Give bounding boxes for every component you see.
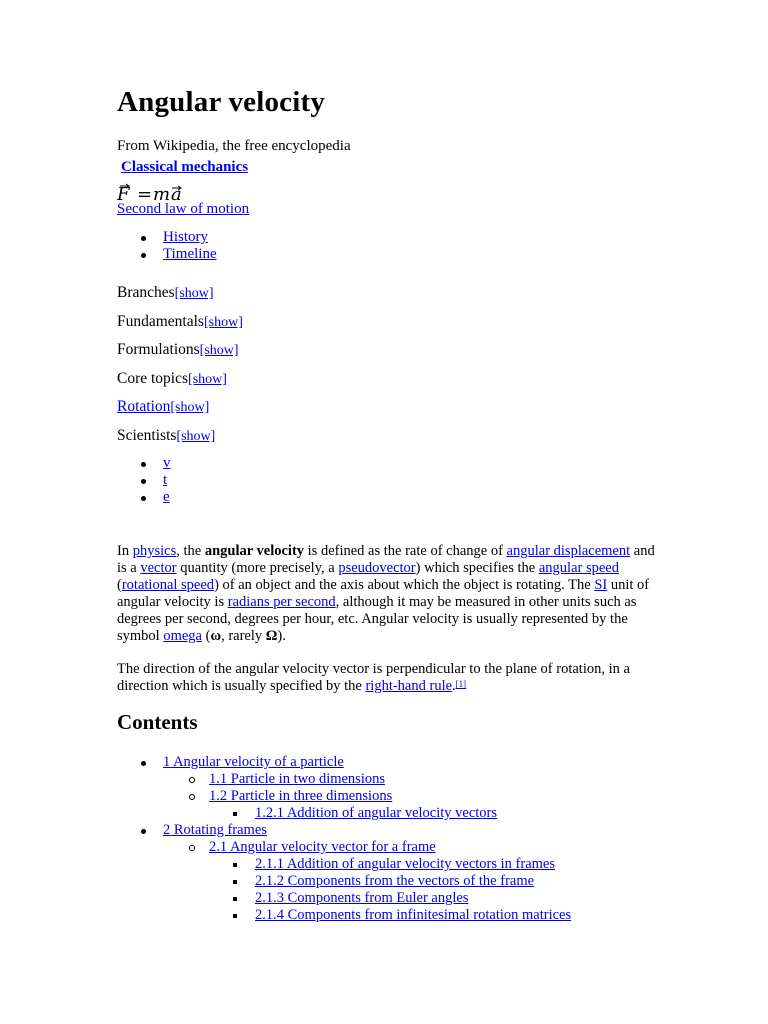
text: ( — [117, 577, 122, 593]
text: , although it may be measured in other units such as degrees per second, degrees per hour, etc. Angular velocity is usually represented by the symbol — [117, 594, 637, 644]
text: . — [452, 678, 456, 694]
show-link[interactable]: [show] — [174, 286, 214, 301]
toc-number: 2 — [163, 822, 171, 838]
term-bold: angular velocity — [204, 543, 305, 559]
infobox-title-link[interactable]: Classical mechanics — [121, 159, 249, 175]
vte-list — [163, 455, 171, 506]
nav-row-rotation — [117, 398, 209, 416]
toc-link-label: Components from infinitesimal rotation matrices — [284, 907, 572, 923]
vector-link[interactable]: vector — [140, 560, 177, 576]
contents-heading: Contents — [117, 710, 198, 734]
svg-text:a: a — [171, 184, 182, 205]
toc-number: 2.1.3 — [255, 890, 284, 906]
second-law-link[interactable]: Second law of motion — [117, 201, 250, 217]
show-link[interactable]: [show] — [188, 372, 227, 387]
list-item — [163, 246, 217, 263]
page-subtitle: From Wikipedia, the free encyclopedia — [117, 138, 351, 154]
toc-link-label: Components from the vectors of the frame — [284, 873, 535, 889]
svg-text:F: F — [117, 184, 130, 205]
angular-displacement-link[interactable]: angular displacement — [506, 543, 631, 559]
timeline-link[interactable]: Timeline — [163, 246, 217, 262]
text: is defined as the rate of change of — [304, 543, 507, 559]
list-item — [163, 455, 171, 472]
omega-link[interactable]: omega — [163, 628, 202, 644]
talk-link[interactable]: t — [163, 472, 168, 488]
toc-item — [255, 907, 571, 924]
show-link[interactable]: [show] — [170, 400, 210, 415]
nav-label: Branches — [117, 284, 175, 301]
toc-entry-link[interactable] — [255, 907, 571, 923]
toc-entry-link[interactable] — [209, 839, 436, 855]
page-title: Angular velocity — [117, 86, 326, 118]
toc-link-label: Rotating frames — [170, 822, 267, 838]
text: , the — [176, 543, 205, 559]
toc-number: 2.1 — [209, 839, 228, 855]
nav-row-branches — [117, 284, 214, 302]
pseudovector-link[interactable]: pseudovector — [338, 560, 416, 576]
toc-number: 2.1.4 — [255, 907, 284, 923]
toc-item — [255, 856, 571, 873]
nav-label: Formulations — [117, 341, 200, 358]
toc-link-label: Components from Euler angles — [284, 890, 469, 906]
toc-number: 1.2 — [209, 788, 228, 804]
list-item — [163, 229, 217, 246]
svg-text:m: m — [153, 184, 171, 205]
text: ( — [201, 628, 211, 644]
text: , rarely — [221, 628, 266, 644]
list-item — [163, 472, 171, 489]
toc-link-label: Addition of angular velocity vectors in frames — [284, 856, 555, 872]
toc-entry-link[interactable] — [209, 771, 385, 787]
reference-link[interactable]: [1] — [455, 679, 467, 689]
toc-link-label: Particle in two dimensions — [227, 771, 385, 787]
toc-link-label: Angular velocity vector for a frame — [227, 839, 436, 855]
omega-symbol: ω — [210, 628, 222, 644]
toc-number: 2.1.2 — [255, 873, 284, 889]
toc-item — [209, 788, 571, 805]
edit-link[interactable]: e — [163, 489, 170, 505]
toc-entry-link[interactable] — [255, 890, 468, 906]
toc-number: 1.1 — [209, 771, 228, 787]
omega-capital-symbol: Ω — [265, 628, 278, 644]
direction-paragraph — [117, 661, 657, 695]
radians-per-second-link[interactable]: radians per second — [227, 594, 336, 610]
text: unit of angular velocity is — [117, 577, 650, 610]
text: In — [117, 543, 133, 559]
toc-entry-link[interactable] — [209, 788, 392, 804]
rotation-link[interactable]: Rotation — [117, 398, 171, 415]
toc-link-label: Particle in three dimensions — [227, 788, 393, 804]
toc-item — [255, 805, 571, 822]
text: ) of an object and the axis about which the object is rotating. The — [214, 577, 595, 593]
view-link[interactable]: v — [163, 455, 171, 471]
toc-link-label: Addition of angular velocity vectors — [284, 805, 498, 821]
show-link[interactable]: [show] — [203, 315, 243, 330]
rotational-speed-link[interactable]: rotational speed — [121, 577, 215, 593]
toc-list — [163, 754, 571, 924]
svg-text:=: = — [137, 184, 153, 205]
toc-link-label: Angular velocity of a particle — [170, 754, 344, 770]
list-item — [163, 489, 171, 506]
nav-row-scientists — [117, 427, 215, 445]
nav-row-formulations — [117, 341, 239, 359]
toc-number: 1.2.1 — [255, 805, 284, 821]
show-link[interactable]: [show] — [176, 429, 216, 444]
toc-entry-link[interactable] — [255, 873, 534, 889]
toc-number: 2.1.1 — [255, 856, 284, 872]
text: The direction of the angular velocity vector is perpendicular to the plane of rotation, in a direction which is usually specified by the — [117, 661, 630, 694]
nav-label: Core topics — [117, 370, 189, 387]
toc-item — [163, 822, 571, 839]
nav-row-fundamentals — [117, 313, 243, 331]
show-link[interactable]: [show] — [199, 343, 239, 358]
toc-entry-link[interactable] — [255, 856, 555, 872]
toc-number: 1 — [163, 754, 171, 770]
intro-paragraph — [117, 543, 657, 645]
nav-label: Scientists — [117, 427, 177, 444]
toc-entry-link[interactable] — [163, 754, 344, 770]
text: ) which specifies the — [415, 560, 539, 576]
nav-label: Fundamentals — [117, 313, 204, 330]
history-link[interactable]: History — [163, 229, 208, 245]
toc-entry-link[interactable] — [255, 805, 497, 821]
toc-item — [255, 873, 571, 890]
text: ). — [277, 628, 286, 644]
toc-entry-link[interactable] — [163, 822, 267, 838]
angular-speed-link[interactable]: angular speed — [538, 560, 619, 576]
toc-item — [255, 890, 571, 907]
nav-row-core-topics — [117, 370, 227, 388]
text: and is a — [117, 543, 655, 576]
toc-item — [163, 754, 571, 771]
text: quantity (more precisely, a — [176, 560, 339, 576]
history-list — [163, 229, 217, 263]
toc-item — [209, 771, 571, 788]
si-link[interactable]: SI — [594, 577, 608, 593]
physics-link[interactable]: physics — [132, 543, 177, 559]
right-hand-rule-link[interactable]: right-hand rule — [365, 678, 453, 694]
toc-item — [209, 839, 571, 856]
